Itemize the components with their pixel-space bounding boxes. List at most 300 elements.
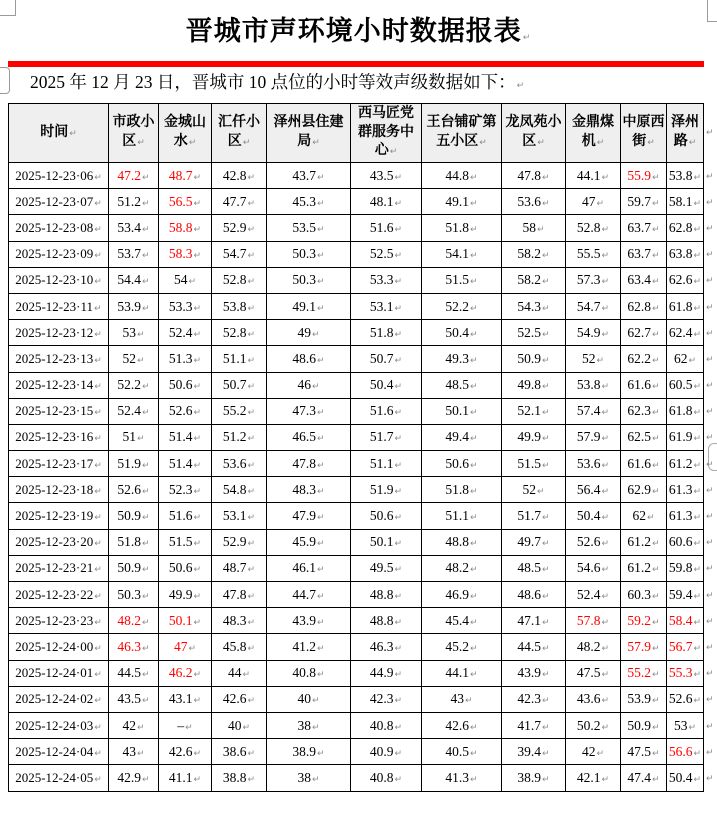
paragraph-mark-icon: ↵ [601, 617, 610, 628]
paragraph-mark-icon: ↵ [142, 696, 150, 707]
value-cell: 47.8↵ [267, 451, 351, 477]
paragraph-mark-icon: ↵ [142, 670, 150, 681]
paragraph-mark-icon: ↵ [394, 748, 403, 759]
value-cell: 61.9↵ [667, 424, 704, 450]
paragraph-mark-icon: ↵ [394, 670, 403, 681]
table-row [9, 503, 704, 529]
paragraph-mark-icon: ↵ [311, 722, 320, 733]
table-row [9, 189, 704, 215]
paragraph-mark-icon: ↵ [188, 138, 197, 148]
value-cell: 59.8↵ [667, 555, 704, 581]
value-cell: 48.2↵ [566, 634, 621, 660]
value-cell: 42.6↵ [212, 686, 267, 712]
paragraph-mark-icon: ↵ [536, 486, 545, 497]
paragraph-mark-icon: ↵ [247, 198, 256, 209]
paragraph-mark-icon: ↵ [601, 486, 610, 497]
paragraph-mark-icon: ↵ [193, 408, 202, 419]
paragraph-mark-icon: ↵ [542, 434, 550, 445]
paragraph-mark-icon: ↵ [470, 539, 478, 550]
paragraph-mark-icon: ↵ [389, 147, 398, 158]
value-cell: 55.3↵ [667, 660, 704, 686]
paragraph-mark-icon: ↵ [652, 722, 660, 733]
time-cell: 2025-12-23·20↵ [9, 529, 109, 555]
value-cell: 53.3↵ [351, 267, 422, 293]
paragraph-mark-icon: ↵ [142, 382, 150, 393]
value-cell: 62.5↵ [621, 424, 667, 450]
value-cell: 38.6↵ [212, 739, 267, 765]
value-cell: 46.2↵ [159, 660, 212, 686]
value-cell: 52.4↵ [159, 320, 212, 346]
value-cell: 46.9↵ [422, 582, 502, 608]
paragraph-mark-icon: ↵ [601, 434, 610, 445]
value-cell: 58↵ [502, 215, 566, 241]
value-cell: 44.5↵ [109, 660, 159, 686]
paragraph-mark-icon: ↵ [601, 277, 610, 288]
table-row [9, 163, 704, 189]
value-cell: 50.6↵ [351, 503, 422, 529]
value-cell: 46.3↵ [351, 634, 422, 660]
value-cell: 58.2↵ [502, 241, 566, 267]
paragraph-mark-icon: ↵ [601, 643, 610, 654]
value-cell: 42.1↵ [566, 765, 621, 791]
value-cell: 53.3↵ [159, 293, 212, 319]
value-cell: 53.9↵ [109, 293, 159, 319]
value-cell: 50.6↵ [422, 451, 502, 477]
paragraph-mark-icon: ↵ [601, 539, 610, 550]
paragraph-mark-icon: ↵ [394, 722, 403, 733]
paragraph-mark-icon: ↵ [542, 460, 550, 471]
value-cell: 50.6↵ [159, 555, 212, 581]
paragraph-mark-icon: ↵ [470, 408, 478, 419]
value-cell: 49.9↵ [159, 582, 212, 608]
paragraph-mark-icon: ↵ [542, 277, 550, 288]
paragraph-mark-icon: ↵ [185, 722, 193, 733]
paragraph-mark-icon: ↵ [142, 643, 150, 654]
value-cell: 49.8↵ [502, 372, 566, 398]
site-column-header: 西马匠党群服务中心↵ [351, 104, 422, 163]
paragraph-mark-icon: ↵ [94, 748, 102, 759]
paragraph-mark-icon: ↵ [247, 460, 256, 471]
value-cell: 45.2↵ [422, 634, 502, 660]
table-row [9, 660, 704, 686]
value-cell: 44.8↵ [422, 163, 502, 189]
paragraph-mark-icon: ↵ [470, 434, 478, 445]
value-cell: 50.3↵ [267, 267, 351, 293]
paragraph-mark-icon: ↵ [94, 434, 102, 445]
value-cell: 56.4↵ [566, 477, 621, 503]
paragraph-mark-icon: ↵ [94, 198, 102, 209]
time-cell: 2025-12-24·01↵ [9, 660, 109, 686]
paragraph-mark-icon: ↵ [317, 198, 325, 209]
site-column-header: 金城山水↵ [159, 104, 212, 163]
value-cell: 54.7↵ [212, 241, 267, 267]
paragraph-mark-icon: ↵ [652, 696, 660, 707]
value-cell: 61.6↵ [621, 451, 667, 477]
value-cell: 47↵ [566, 189, 621, 215]
paragraph-mark-icon: ↵ [693, 172, 702, 183]
paragraph-mark-icon: ↵ [94, 329, 102, 340]
paragraph-mark-icon: ↵ [464, 696, 473, 707]
paragraph-mark-icon: ↵ [193, 355, 202, 366]
value-cell: 52.9↵ [212, 529, 267, 555]
paragraph-mark-icon: ↵ [601, 460, 610, 471]
value-cell: 45.9↵ [267, 529, 351, 555]
paragraph-mark-icon: ↵ [693, 198, 702, 209]
time-cell: 2025-12-23·06↵ [9, 163, 109, 189]
paragraph-mark-icon: ↵ [193, 303, 202, 314]
value-cell: 53.6↵ [502, 189, 566, 215]
value-cell: 38.8↵ [212, 765, 267, 791]
time-cell: 2025-12-23·21↵ [9, 555, 109, 581]
value-cell: 50.6↵ [159, 372, 212, 398]
value-cell: 52.1↵ [502, 398, 566, 424]
value-cell: 48.8↵ [351, 608, 422, 634]
paragraph-mark-icon: ↵ [693, 643, 702, 654]
value-cell: 44.9↵ [351, 660, 422, 686]
paragraph-mark-icon: ↵ [470, 198, 478, 209]
paragraph-mark-icon: ↵ [247, 224, 256, 235]
paragraph-mark-icon: ↵ [247, 277, 256, 288]
paragraph-mark-icon: ↵ [394, 408, 403, 419]
value-cell: 48.1↵ [351, 189, 422, 215]
paragraph-mark-icon: ↵ [394, 565, 403, 576]
time-cell: 2025-12-23·12↵ [9, 320, 109, 346]
value-cell: 52.6↵ [109, 477, 159, 503]
paragraph-mark-icon: ↵ [601, 591, 610, 602]
paragraph-mark-icon: ↵ [652, 617, 660, 628]
value-cell: 51.6↵ [351, 398, 422, 424]
paragraph-mark-icon: ↵ [193, 198, 202, 209]
table-row [9, 267, 704, 293]
value-cell: 49.9↵ [502, 424, 566, 450]
paragraph-mark-icon: ↵ [317, 303, 325, 314]
value-cell: 62.8↵ [621, 293, 667, 319]
paragraph-mark-icon: ↵ [247, 539, 256, 550]
value-cell: 61.8↵ [667, 398, 704, 424]
value-cell: 52.4↵ [109, 398, 159, 424]
paragraph-mark-icon: ↵ [94, 382, 102, 393]
value-cell: 41.3↵ [422, 765, 502, 791]
value-cell: 62.4↵ [667, 320, 704, 346]
value-cell: 57.3↵ [566, 267, 621, 293]
row-end-mark-icon: ↵ [706, 407, 714, 418]
paragraph-mark-icon: ↵ [94, 513, 102, 524]
value-cell: 40.5↵ [422, 739, 502, 765]
value-cell: 49↵ [267, 320, 351, 346]
value-cell: 40.9↵ [351, 739, 422, 765]
table-row [9, 739, 704, 765]
paragraph-mark-icon: ↵ [193, 748, 202, 759]
value-cell: 49.4↵ [422, 424, 502, 450]
time-cell: 2025-12-23·10↵ [9, 267, 109, 293]
value-cell: 52.8↵ [212, 320, 267, 346]
paragraph-mark-icon: ↵ [693, 277, 702, 288]
paragraph-mark-icon: ↵ [470, 513, 478, 524]
value-cell: 48.3↵ [212, 608, 267, 634]
value-cell: 43.5↵ [109, 686, 159, 712]
site-column-header: 汇仟小区↵ [212, 104, 267, 163]
paragraph-mark-icon: ↵ [142, 513, 150, 524]
time-cell: 2025-12-24·02↵ [9, 686, 109, 712]
value-cell: 51.8↵ [422, 477, 502, 503]
table-row [9, 451, 704, 477]
paragraph-mark-icon: ↵ [542, 408, 550, 419]
paragraph-mark-icon: ↵ [317, 224, 325, 235]
paragraph-mark-icon: ↵ [311, 774, 320, 785]
paragraph-mark-icon: ↵ [652, 460, 660, 471]
paragraph-mark-icon: ↵ [247, 382, 256, 393]
value-cell: 62.6↵ [667, 267, 704, 293]
value-cell: 63.4↵ [621, 267, 667, 293]
value-cell: 52↵ [502, 477, 566, 503]
value-cell: 51.5↵ [159, 529, 212, 555]
value-cell: 53.6↵ [212, 451, 267, 477]
paragraph-mark-icon: ↵ [193, 591, 202, 602]
value-cell: 38.9↵ [267, 739, 351, 765]
paragraph-mark-icon: ↵ [470, 748, 478, 759]
paragraph-mark-icon: ↵ [596, 198, 605, 209]
paragraph-mark-icon: ↵ [69, 128, 77, 139]
table-row [9, 320, 704, 346]
paragraph-mark-icon: ↵ [247, 617, 256, 628]
value-cell: 59.4↵ [667, 582, 704, 608]
paragraph-mark-icon: ↵ [247, 774, 256, 785]
time-cell: 2025-12-23·18↵ [9, 477, 109, 503]
paragraph-mark-icon: ↵ [542, 172, 550, 183]
value-cell: 50.9↵ [502, 346, 566, 372]
row-end-mark-icon: ↵ [706, 512, 714, 523]
table-row [9, 555, 704, 581]
value-cell: 52.8↵ [212, 267, 267, 293]
paragraph-mark-icon: ↵ [317, 565, 325, 576]
paragraph-mark-icon: ↵ [652, 224, 660, 235]
value-cell: 50.1↵ [159, 608, 212, 634]
table-row [9, 582, 704, 608]
paragraph-mark-icon: ↵ [596, 138, 605, 148]
paragraph-mark-icon: ↵ [247, 172, 256, 183]
value-cell: 44.7↵ [267, 582, 351, 608]
row-end-mark-icon: ↵ [706, 721, 714, 732]
paragraph-mark-icon: ↵ [94, 539, 102, 550]
paragraph-mark-icon: ↵ [242, 722, 251, 733]
paragraph-mark-icon: ↵ [522, 33, 532, 43]
time-cell: 2025-12-23·09↵ [9, 241, 109, 267]
paragraph-mark-icon: ↵ [94, 408, 102, 419]
row-end-mark-icon: ↵ [706, 564, 714, 575]
row-end-mark-icon: ↵ [706, 433, 714, 444]
table-row [9, 765, 704, 791]
value-cell: 52↵ [109, 346, 159, 372]
time-cell: 2025-12-23·17↵ [9, 451, 109, 477]
value-cell: 47.2↵ [109, 163, 159, 189]
paragraph-mark-icon: ↵ [688, 722, 697, 733]
paragraph-mark-icon: ↵ [601, 565, 610, 576]
value-cell: 53.7↵ [109, 241, 159, 267]
value-cell: 59.2↵ [621, 608, 667, 634]
value-cell: 42.8↵ [212, 163, 267, 189]
paragraph-mark-icon: ↵ [652, 774, 660, 785]
row-end-mark-icon: ↵ [706, 747, 714, 758]
paragraph-mark-icon: ↵ [394, 539, 403, 550]
paragraph-mark-icon: ↵ [601, 513, 610, 524]
value-cell: 47.9↵ [267, 503, 351, 529]
value-cell: 42↵ [566, 739, 621, 765]
value-cell: 43.7↵ [267, 163, 351, 189]
value-cell: 62.8↵ [667, 215, 704, 241]
value-cell: 43.9↵ [267, 608, 351, 634]
noise-data-table [8, 103, 704, 792]
site-column-header: 金鼎煤机↵ [566, 104, 621, 163]
paragraph-mark-icon: ↵ [542, 303, 550, 314]
site-column-header: 泽州路↵ [667, 104, 704, 163]
value-cell: 58.2↵ [502, 267, 566, 293]
row-end-mark-icon: ↵ [706, 485, 714, 496]
value-cell: 53.1↵ [351, 293, 422, 319]
paragraph-mark-icon: ↵ [601, 224, 610, 235]
paragraph-mark-icon: ↵ [94, 486, 102, 497]
paragraph-mark-icon: ↵ [136, 722, 145, 733]
paragraph-mark-icon: ↵ [470, 774, 478, 785]
value-cell: 42.6↵ [422, 712, 502, 738]
paragraph-mark-icon: ↵ [394, 198, 403, 209]
paragraph-mark-icon: ↵ [394, 591, 403, 602]
table-row [9, 215, 704, 241]
value-cell: 49.5↵ [351, 555, 422, 581]
paragraph-mark-icon: ↵ [652, 408, 660, 419]
paragraph-mark-icon: ↵ [317, 539, 325, 550]
table-row [9, 372, 704, 398]
value-cell: 50.9↵ [109, 503, 159, 529]
value-cell: 38↵ [267, 712, 351, 738]
paragraph-mark-icon: ↵ [94, 722, 102, 733]
paragraph-mark-icon: ↵ [652, 329, 660, 340]
paragraph-mark-icon: ↵ [136, 329, 145, 340]
row-end-mark-icon: ↵ [706, 538, 714, 549]
paragraph-mark-icon: ↵ [693, 696, 702, 707]
paragraph-mark-icon: ↵ [470, 329, 478, 340]
paragraph-mark-icon: ↵ [142, 460, 150, 471]
row-end-mark-icon: ↵ [706, 197, 714, 208]
value-cell: 39.4↵ [502, 739, 566, 765]
paragraph-mark-icon: ↵ [142, 591, 150, 602]
value-cell: 41.1↵ [159, 765, 212, 791]
value-cell: 42.6↵ [159, 739, 212, 765]
paragraph-mark-icon: ↵ [188, 643, 197, 654]
value-cell: 48.2↵ [109, 608, 159, 634]
paragraph-mark-icon: ↵ [193, 382, 202, 393]
paragraph-mark-icon: ↵ [647, 138, 655, 148]
row-end-mark-icon: ↵ [706, 695, 714, 706]
paragraph-mark-icon: ↵ [470, 565, 478, 576]
value-cell: 51.1↵ [212, 346, 267, 372]
value-cell: 41.2↵ [267, 634, 351, 660]
value-cell: 51.7↵ [351, 424, 422, 450]
time-column-header: 时间↵ [9, 104, 109, 163]
value-cell: 54.8↵ [212, 477, 267, 503]
paragraph-mark-icon: ↵ [317, 513, 325, 524]
value-cell: 43.9↵ [502, 660, 566, 686]
value-cell: 51.8↵ [351, 320, 422, 346]
paragraph-mark-icon: ↵ [317, 617, 325, 628]
paragraph-mark-icon: ↵ [601, 722, 610, 733]
value-cell: 54.4↵ [109, 267, 159, 293]
value-cell: 50.9↵ [621, 712, 667, 738]
table-row [9, 346, 704, 372]
paragraph-mark-icon: ↵ [247, 434, 256, 445]
value-cell: 51.6↵ [351, 215, 422, 241]
paragraph-mark-icon: ↵ [470, 355, 478, 366]
time-cell: 2025-12-24·05↵ [9, 765, 109, 791]
paragraph-mark-icon: ↵ [470, 382, 478, 393]
value-cell: 57.9↵ [621, 634, 667, 660]
paragraph-mark-icon: ↵ [136, 748, 145, 759]
report-subtitle: 2025 年 12 月 23 日，晋城市 10 点位的小时等效声级数据如下：↵ [30, 72, 525, 92]
table-row [9, 424, 704, 450]
paragraph-mark-icon: ↵ [693, 670, 702, 681]
value-cell: 48.2↵ [422, 555, 502, 581]
paragraph-mark-icon: ↵ [693, 513, 702, 524]
paragraph-mark-icon: ↵ [394, 277, 403, 288]
value-cell: 52.6↵ [159, 398, 212, 424]
paragraph-mark-icon: ↵ [142, 251, 150, 262]
paragraph-mark-icon: ↵ [394, 382, 403, 393]
paragraph-mark-icon: ↵ [516, 81, 525, 91]
time-cell: 2025-12-23·11↵ [9, 293, 109, 319]
value-cell: 47.7↵ [212, 189, 267, 215]
value-cell: 52.8↵ [566, 215, 621, 241]
value-cell: 49.1↵ [267, 293, 351, 319]
value-cell: 62.3↵ [621, 398, 667, 424]
value-cell: 50.4↵ [422, 320, 502, 346]
paragraph-mark-icon: ↵ [693, 460, 702, 471]
title-divider-rule [8, 61, 704, 67]
paragraph-mark-icon: ↵ [247, 486, 256, 497]
site-column-header: 龙凤苑小区↵ [502, 104, 566, 163]
value-cell: 51.2↵ [109, 189, 159, 215]
paragraph-mark-icon: ↵ [601, 382, 610, 393]
paragraph-mark-icon: ↵ [94, 251, 102, 262]
time-cell: 2025-12-23·13↵ [9, 346, 109, 372]
value-cell: 46.5↵ [267, 424, 351, 450]
paragraph-mark-icon: ↵ [142, 539, 150, 550]
row-end-mark-icon: ↵ [706, 381, 714, 392]
paragraph-mark-icon: ↵ [247, 251, 256, 262]
value-cell: 51.9↵ [351, 477, 422, 503]
paragraph-mark-icon: ↵ [652, 303, 660, 314]
value-cell: 51.1↵ [351, 451, 422, 477]
paragraph-mark-icon: ↵ [193, 539, 202, 550]
paragraph-mark-icon: ↵ [311, 696, 320, 707]
value-cell: 51.5↵ [422, 267, 502, 293]
value-cell: 40.8↵ [351, 765, 422, 791]
table-row [9, 241, 704, 267]
paragraph-mark-icon: ↵ [652, 277, 660, 288]
paragraph-mark-icon: ↵ [693, 774, 702, 785]
value-cell: 52.6↵ [667, 686, 704, 712]
value-cell: 44.5↵ [502, 634, 566, 660]
paragraph-mark-icon: ↵ [247, 643, 256, 654]
paragraph-mark-icon: ↵ [542, 198, 550, 209]
value-cell: 53.8↵ [667, 163, 704, 189]
value-cell: 61.8↵ [667, 293, 704, 319]
paragraph-mark-icon: ↵ [311, 329, 320, 340]
paragraph-mark-icon: ↵ [470, 303, 478, 314]
value-cell: 50.7↵ [212, 372, 267, 398]
value-cell: 40.8↵ [351, 712, 422, 738]
paragraph-mark-icon: ↵ [652, 198, 660, 209]
paragraph-mark-icon: ↵ [394, 172, 403, 183]
value-cell: 52.5↵ [502, 320, 566, 346]
